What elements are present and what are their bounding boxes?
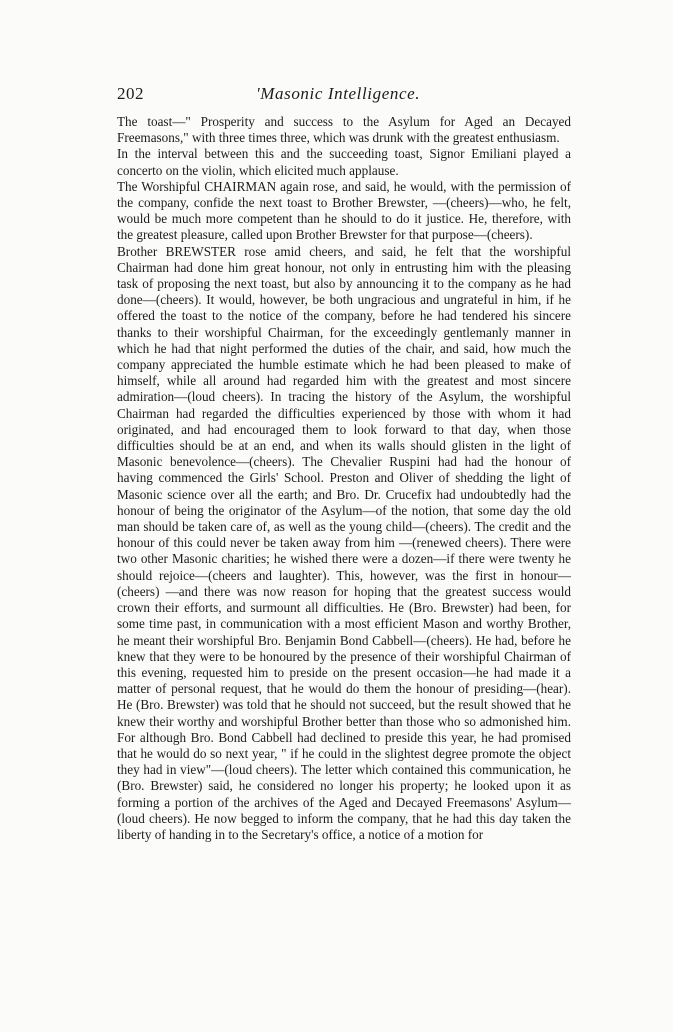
paragraph-toast: The toast—" Prosperity and success to the Asylum for Aged an Decayed Freemasons," with three times three, which was drunk with the greatest enthusiasm. xyxy=(117,114,571,146)
paragraph-brewster: Brother BREWSTER rose amid cheers, and said, he felt that the worshipful Chairman had done him great honour, not only in entrusting him with the pleasing task of proposing the next toast, but also by announcing it to the company as he had done—(cheers). It would, however, be both ungracious and ungrateful in him, if he offered the toast to the notice of the company, before he had tendered his sincere thanks to their worshipful Chairman, for the exceedingly gentlemanly manner in which he had that night performed the duties of the chair, and said, how much the company appreciated the humble estimate which he had been pleased to make of himself, while all around had regarded him with the greatest and most sincere admiration—(loud cheers). In tracing the history of the Asylum, the worshipful Chairman had regarded the difficulties experienced by those with whom it had originated, and had encouraged them to look forward to that day, when those difficulties should be at an end, and when its walls should glisten in the light of Masonic benevolence—(cheers). The Chevalier Ruspini had had the honour of having commenced the Girls' School. Preston and Oliver of shedding the light of Masonic science over all the earth; and Bro. Dr. Crucefix had undoubtedly had the honour of being the originator of the Asylum—of the notion, that some day the old man should be taken care of, as well as the young child—(cheers). The credit and the honour of this could never be taken away from him —(renewed cheers). There were two other Masonic charities; he wished there were a dozen—if there were twenty he should rejoice—(cheers and laughter). This, however, was the first in honour—(cheers) —and there was now reason for hoping that the greatest success would crown their efforts, and surmount all difficulties. He (Bro. Brewster) had been, for some time past, in communication with a most efficient Mason and worthy Brother, he meant their worshipful Bro. Benjamin Bond Cabbell—(cheers). He had, before he knew that they were to be honoured by the presence of their worshipful Chairman of this evening, requested him to preside on the present occasion—he had made it a matter of personal request, that he would do them the honour of presiding—(hear). He (Bro. Brewster) was told that he should not succeed, but the result showed that he knew their worthy and worshipful Brother better than those who so admonished him. For although Bro. Bond Cabbell had declined to preside this year, he had promised that he would do so next year, " if he could in the slightest degree promote the object they had in view"—(loud cheers). The letter which contained this communication, he (Bro. Brewster) said, he considered no longer his property; he looked upon it as forming a portion of the archives of the Aged and Decayed Freemasons' Asylum—(loud cheers). He now begged to inform the company, that he had this day taken the liberty of handing in to the Secretary's office, a notice of a motion for xyxy=(117,243,571,842)
paragraph-interval: In the interval between this and the succeeding toast, Signor Emiliani played a concerto on the violin, which elicited much applause. xyxy=(117,146,571,178)
book-page xyxy=(117,84,571,843)
running-title: 'Masonic Intelligence. xyxy=(256,84,421,103)
paragraph-chairman: The Worshipful CHAIRMAN again rose, and said, he would, with the permission of the company, confide the next toast to Brother Brewster, —(cheers)—who, he felt, would be much more competent than he should to do it justice. He, therefore, with the greatest pleasure, called upon Brother Brewster for that purpose—(cheers). xyxy=(117,178,571,243)
page-number: 202 xyxy=(117,84,144,103)
page-header xyxy=(117,84,571,114)
body-text xyxy=(117,114,571,843)
